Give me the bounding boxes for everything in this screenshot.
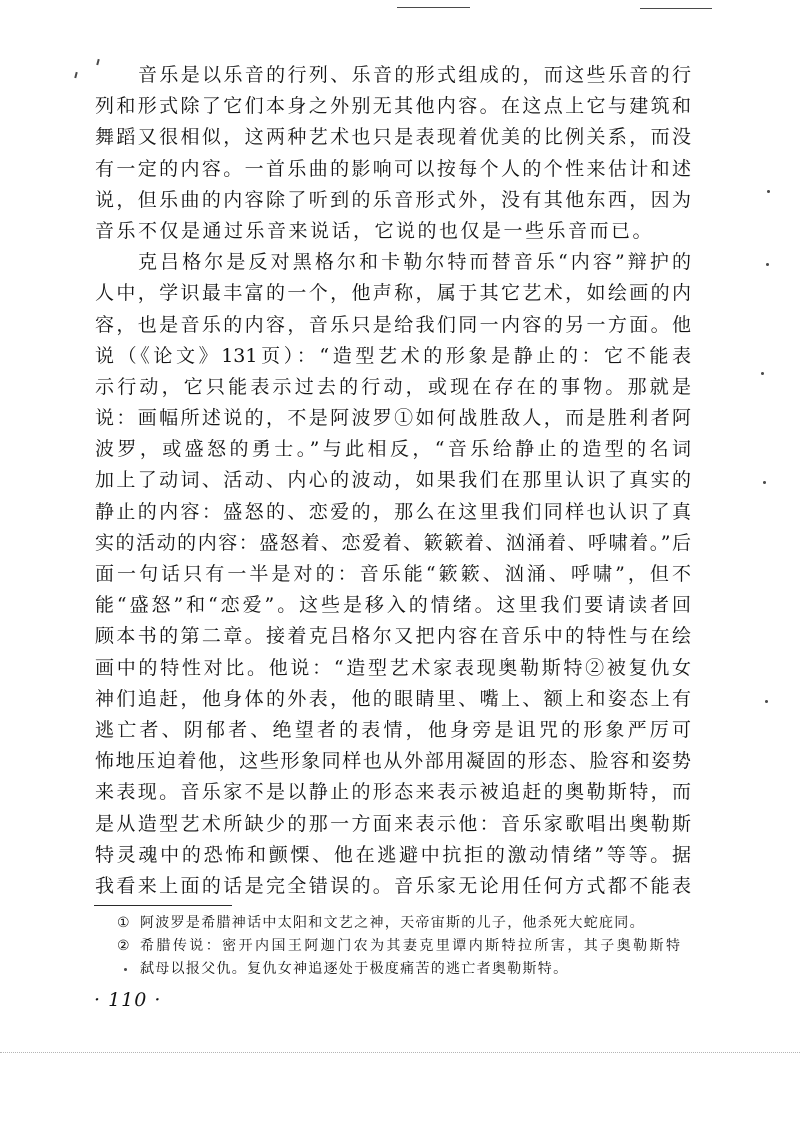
text-line: 能“盛怒”和“恋爱”。这些是移入的情绪。这里我们要请读者回 (95, 594, 691, 617)
footnote-line: 希腊传说：密开内国王阿迦门农为其妻克里谭内斯特拉所害，其子奥勒斯特 (140, 938, 680, 954)
footnotes (117, 912, 680, 981)
page-number: · 110 · (94, 989, 162, 1011)
text-line: 特灵魂中的恐怖和颤慄、他在逃避中抗拒的激动情绪”等等。据 (95, 843, 691, 866)
text-line: 顾本书的第二章。接着克吕格尔又把内容在音乐中的特性与在绘 (95, 625, 691, 648)
footnote-divider (94, 905, 232, 906)
text-line: 波罗，或盛怒的勇士。”与此相反，“音乐给静止的造型的名词 (95, 438, 691, 461)
text-line: 音乐不仅是通过乐音来说话，它说的也仅是一些乐音而已。 (95, 219, 655, 242)
text-line: 逃亡者、阴郁者、绝望者的表情，他身旁是诅咒的形象严厉可 (95, 718, 691, 741)
scan-artifact (766, 263, 769, 266)
footnote-marker: ② (117, 938, 130, 954)
footnote-text (140, 935, 680, 981)
scan-artifact (397, 7, 470, 8)
footnote-text (140, 912, 680, 935)
scan-artifact (74, 72, 77, 78)
scan-artifact (761, 372, 764, 375)
text-line: 说（《论文》131页）：“造型艺术的形象是静止的：它不能表 (95, 344, 691, 367)
text-line: 面一句话只有一半是对的：音乐能“簌簌、汹涌、呼啸”，但不 (95, 563, 691, 585)
text-line: 神们追赶，他身体的外表，他的眼睛里、嘴上、额上和姿态上有 (95, 687, 691, 710)
text-line: 容，也是音乐的内容，音乐只是给我们同一内容的另一方面。他 (95, 313, 691, 336)
text-line: 实的活动的内容：盛怒着、恋爱着、簌簌着、汹涌着、呼啸着。”后 (95, 531, 691, 554)
footnote-2 (117, 935, 680, 981)
scan-artifact (767, 190, 770, 193)
text-line: 是从造型艺术所缺少的那一方面来表示他：音乐家歌唱出奥勒斯 (95, 812, 691, 835)
text-line: 来表现。音乐家不是以静止的形态来表示被追赶的奥勒斯特，而 (95, 781, 691, 804)
text-line: 舞蹈又很相似，这两种艺术也只是表现着优美的比例关系，而没 (95, 126, 691, 149)
paragraph-2 (95, 247, 691, 902)
text-line: 怖地压迫着他，这些形象同样也从外部用凝固的形态、脸容和姿势 (95, 750, 691, 773)
text-line: 说：画幅所述说的，不是阿波罗①如何战胜敌人，而是胜利者阿 (95, 407, 691, 430)
scan-artifact (640, 8, 712, 9)
text-line: 静止的内容：盛怒的、恋爱的，那么在这里我们同样也认识了真 (95, 500, 691, 523)
text-line: 我看来上面的话是完全错误的。音乐家无论用任何方式都不能表 (95, 874, 691, 897)
text-line: 有一定的内容。一首乐曲的影响可以按每个人的个性来估计和述 (95, 157, 691, 180)
text-line: 列和形式除了它们本身之外别无其他内容。在这点上它与建筑和 (95, 95, 691, 118)
body-text (95, 60, 691, 902)
footnote-line: 弑母以报父仇。复仇女神追逐处于极度痛苦的逃亡者奥勒斯特。 (140, 961, 569, 977)
footnote-1 (117, 912, 680, 935)
scan-artifact (765, 700, 768, 703)
text-line: 克吕格尔是反对黑格尔和卡勒尔特而替音乐“内容”辩护的 (138, 251, 691, 274)
text-line: 示行动，它只能表示过去的行动，或现在存在的事物。那就是 (95, 375, 691, 398)
scan-artifact (763, 481, 766, 484)
paragraph-1 (95, 60, 691, 247)
text-line: 说，但乐曲的内容除了听到的乐音形式外，没有其他东西，因为 (95, 188, 691, 211)
text-line: 画中的特性对比。他说：“造型艺术家表现奥勒斯特②被复仇女 (95, 656, 691, 679)
footnote-marker: ① (117, 915, 130, 931)
scan-artifact (0, 1052, 800, 1053)
text-line: 加上了动词、活动、内心的波动，如果我们在那里认识了真实的 (95, 469, 691, 492)
text-line: 音乐是以乐音的行列、乐音的形式组成的，而这些乐音的行 (138, 64, 691, 86)
text-line: 人中，学识最丰富的一个，他声称，属于其它艺术，如绘画的内 (95, 282, 691, 305)
footnote-line: 阿波罗是希腊神话中太阳和文艺之神，天帝宙斯的儿子，他杀死大蛇庇同。 (140, 915, 645, 931)
